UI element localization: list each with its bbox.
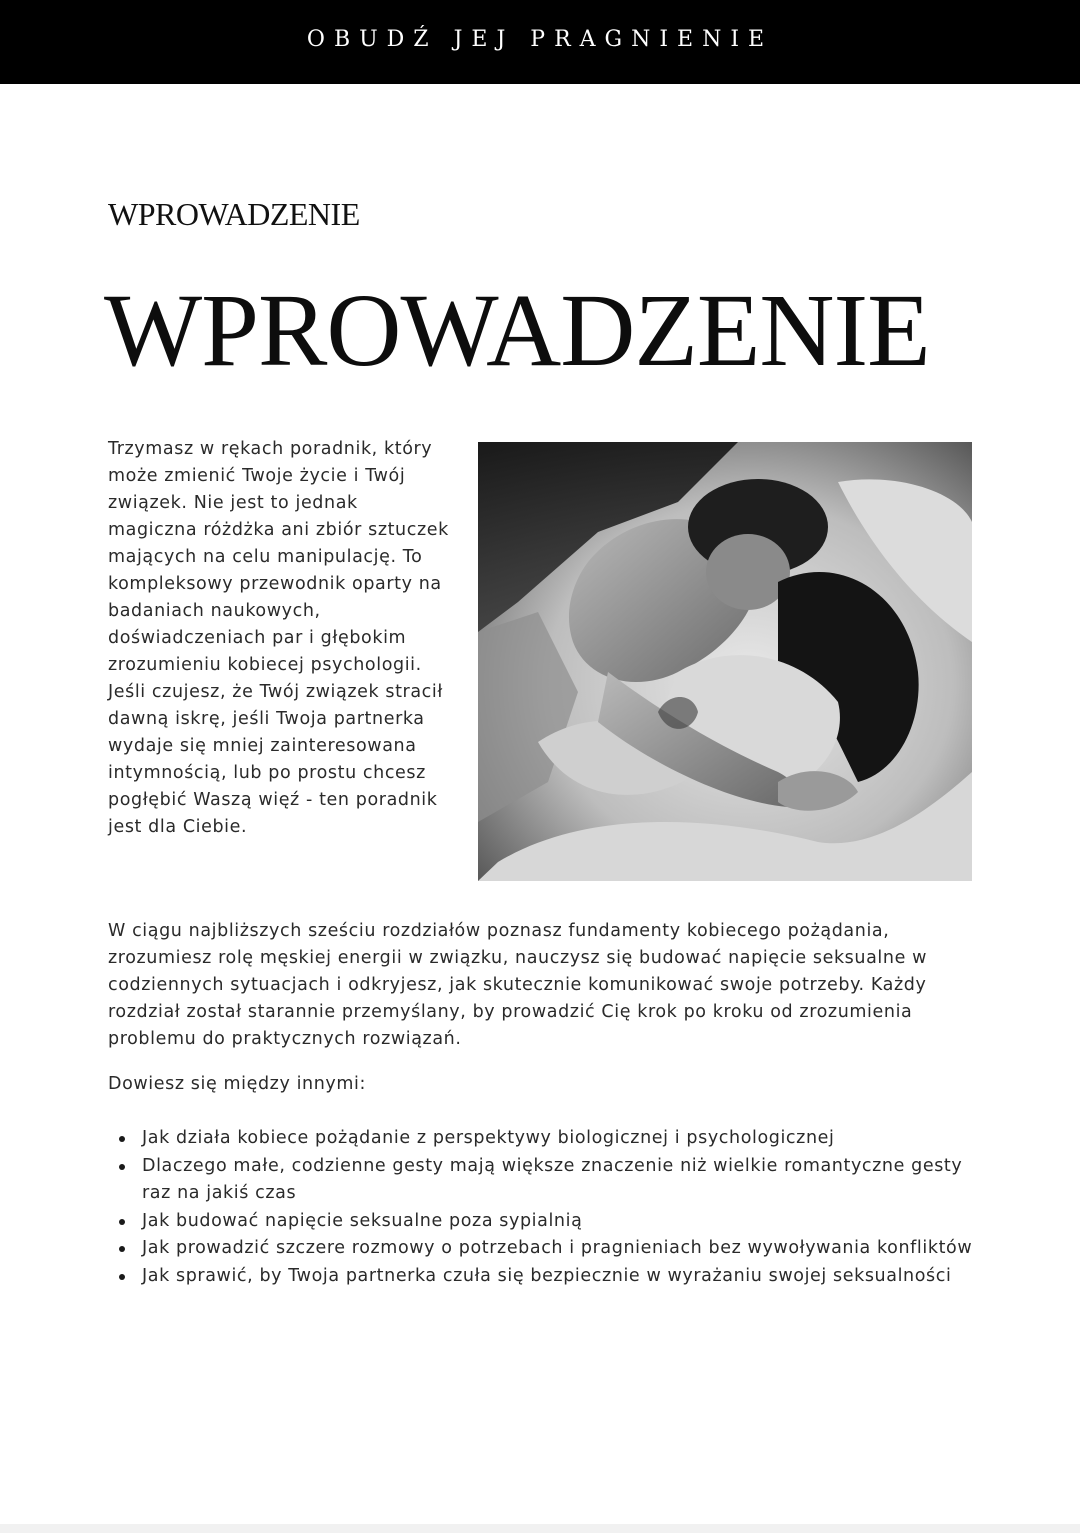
list-item <box>108 1208 978 1236</box>
list-item <box>108 1235 978 1263</box>
page-title: WPROWADZENIE <box>104 273 930 388</box>
list-item-text: Jak prowadzić szczere rozmowy o potrzebach i pragnieniach bez wywoływania konfliktów <box>142 1238 973 1258</box>
bullet-icon <box>119 1164 125 1170</box>
header-banner <box>0 0 1080 84</box>
bullet-icon <box>119 1136 125 1142</box>
list-item-text: Jak działa kobiece pożądanie z perspektywy biologicznej i psychologicznej <box>142 1128 835 1148</box>
list-item <box>108 1125 978 1153</box>
intro-paragraph: Trzymasz w rękach poradnik, który może zmienić Twoje życie i Twój związek. Nie jest to jednak magiczna różdżka ani zbiór sztuczek mających na celu manipulację. To kompleksowy przewodnik oparty na badaniach naukowych, doświadczeniach par i głębokim zrozumieniu kobiecej psychologii. Jeśli czujesz, że Twój związek stracił dawną iskrę, jeśli Twoja partnerka wydaje się mniej zainteresowana intymnością, lub po prostu chcesz pogłębić Waszą więź - ten poradnik jest dla Ciebie. <box>108 439 449 837</box>
list-item <box>108 1153 978 1208</box>
couple-in-bed-photo <box>478 442 972 881</box>
bullet-icon <box>119 1219 125 1225</box>
body-paragraph: W ciągu najbliższych sześciu rozdziałów poznasz fundamenty kobiecego pożądania, zrozumiesz rolę męskiej energii w związku, nauczysz się budować napięcie seksualne w codziennych sytuacjach i odkryjesz, jak skutecznie komunikować swoje potrzeby. Każdy rozdział został starannie przemyślany, by prowadzić Cię krok po kroku od zrozumienia problemu do praktycznych rozwiązań. <box>108 921 928 1049</box>
list-item-text: Jak budować napięcie seksualne poza sypialnią <box>142 1210 583 1231</box>
banner-title: OBUDŹ JEJ PRAGNIENIE <box>306 27 774 52</box>
page-bottom-edge <box>0 1524 1080 1533</box>
list-item-text: Dlaczego małe, codzienne gesty mają większe znaczenie niż wielkie romantyczne gesty raz na jakiś czas <box>142 1155 963 1203</box>
list-item-text: Jak sprawić, by Twoja partnerka czuła się bezpiecznie w wyrażaniu swojej seksualności <box>142 1265 952 1286</box>
bullet-icon <box>119 1246 125 1252</box>
list-intro: Dowiesz się między innymi: <box>108 1074 366 1094</box>
section-kicker: WPROWADZENIE <box>108 196 360 232</box>
bullet-icon <box>119 1274 125 1280</box>
bullet-list <box>108 1125 978 1290</box>
list-item <box>108 1263 978 1291</box>
